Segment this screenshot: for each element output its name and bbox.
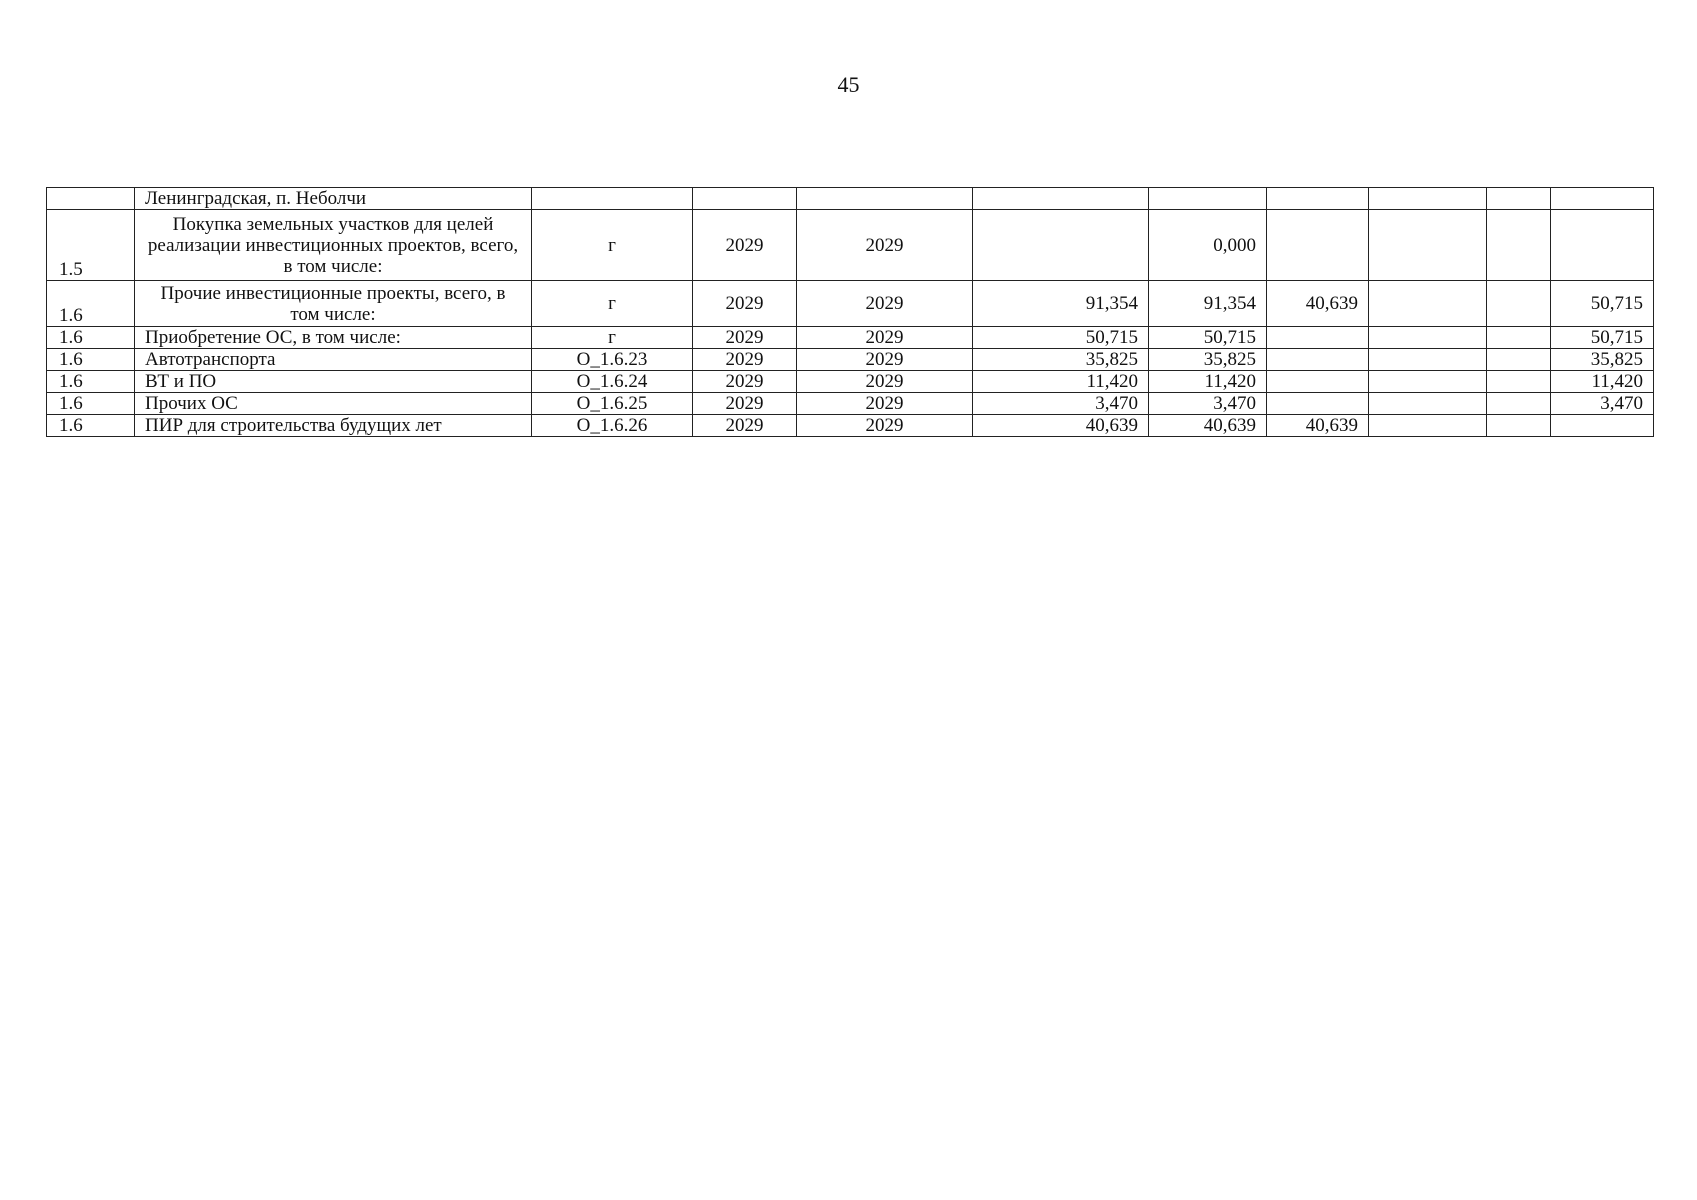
row-year-end-cell: 2029 (797, 393, 973, 415)
row-value-cell (1267, 188, 1369, 210)
row-year-start-cell: 2029 (693, 281, 797, 327)
row-value-cell (1487, 327, 1551, 349)
row-year-start-cell: 2029 (693, 393, 797, 415)
table-row (47, 210, 1654, 281)
row-value-cell: 91,354 (1149, 281, 1267, 327)
table-row (47, 393, 1654, 415)
row-value-cell: 35,825 (1149, 349, 1267, 371)
row-name-cell: ПИР для строительства будущих лет (135, 415, 532, 437)
row-id-cell: г (532, 210, 693, 281)
row-value-cell (1551, 210, 1654, 281)
row-name-cell: Прочих ОС (135, 393, 532, 415)
row-code-cell: 1.6 (47, 349, 135, 371)
row-id-cell: г (532, 327, 693, 349)
row-year-start-cell: 2029 (693, 371, 797, 393)
row-value-cell: 50,715 (973, 327, 1149, 349)
row-code-cell: 1.6 (47, 393, 135, 415)
row-id-cell: г (532, 281, 693, 327)
row-value-cell: 11,420 (973, 371, 1149, 393)
row-year-end-cell: 2029 (797, 371, 973, 393)
row-value-cell: 40,639 (973, 415, 1149, 437)
row-name-cell: Приобретение ОС, в том числе: (135, 327, 532, 349)
row-year-start-cell: 2029 (693, 327, 797, 349)
row-year-start-cell: 2029 (693, 210, 797, 281)
row-value-cell (1487, 188, 1551, 210)
row-year-start-cell: 2029 (693, 349, 797, 371)
row-code-cell: 1.5 (47, 210, 135, 281)
row-value-cell (1267, 371, 1369, 393)
row-year-start-cell: 2029 (693, 415, 797, 437)
row-year-end-cell: 2029 (797, 210, 973, 281)
row-value-cell: 91,354 (973, 281, 1149, 327)
row-value-cell: 3,470 (973, 393, 1149, 415)
row-code-cell: 1.6 (47, 281, 135, 327)
row-value-cell (1551, 415, 1654, 437)
row-code-cell (47, 188, 135, 210)
investment-table (46, 187, 1654, 437)
row-value-cell (1369, 415, 1487, 437)
row-value-cell: 40,639 (1267, 415, 1369, 437)
row-year-end-cell: 2029 (797, 327, 973, 349)
row-id-cell: О_1.6.25 (532, 393, 693, 415)
table-row (47, 415, 1654, 437)
row-value-cell: 3,470 (1149, 393, 1267, 415)
row-value-cell (1267, 327, 1369, 349)
row-name-cell: Покупка земельных участков для целей реализации инвестиционных проектов, всего, в том числе: (135, 210, 532, 281)
row-year-end-cell: 2029 (797, 415, 973, 437)
row-value-cell: 50,715 (1149, 327, 1267, 349)
row-value-cell: 40,639 (1149, 415, 1267, 437)
row-value-cell (1487, 371, 1551, 393)
table-row (47, 327, 1654, 349)
row-code-cell: 1.6 (47, 415, 135, 437)
row-value-cell (973, 188, 1149, 210)
row-name-cell: Автотранспорта (135, 349, 532, 371)
row-value-cell (1487, 210, 1551, 281)
row-value-cell (1487, 281, 1551, 327)
row-year-end-cell: 2029 (797, 281, 973, 327)
row-value-cell (1149, 188, 1267, 210)
row-value-cell: 40,639 (1267, 281, 1369, 327)
row-value-cell (1369, 393, 1487, 415)
row-value-cell (1369, 188, 1487, 210)
row-value-cell (1551, 188, 1654, 210)
row-value-cell (1487, 349, 1551, 371)
row-value-cell (973, 210, 1149, 281)
row-value-cell (1267, 349, 1369, 371)
row-year-end-cell: 2029 (797, 349, 973, 371)
row-year-start-cell (693, 188, 797, 210)
row-value-cell (1369, 371, 1487, 393)
row-name-cell: Прочие инвестиционные проекты, всего, в том числе: (135, 281, 532, 327)
row-value-cell: 0,000 (1149, 210, 1267, 281)
row-name-cell: Ленинградская, п. Неболчи (135, 188, 532, 210)
row-value-cell (1267, 210, 1369, 281)
row-year-end-cell (797, 188, 973, 210)
page-number: 45 (837, 72, 860, 97)
row-value-cell (1267, 393, 1369, 415)
row-id-cell (532, 188, 693, 210)
row-value-cell: 50,715 (1551, 281, 1654, 327)
row-id-cell: О_1.6.24 (532, 371, 693, 393)
row-value-cell (1369, 210, 1487, 281)
row-code-cell: 1.6 (47, 371, 135, 393)
row-name-cell: ВТ и ПО (135, 371, 532, 393)
row-value-cell (1369, 349, 1487, 371)
row-value-cell: 50,715 (1551, 327, 1654, 349)
row-value-cell: 35,825 (1551, 349, 1654, 371)
table-row (47, 281, 1654, 327)
table-row (47, 349, 1654, 371)
row-value-cell (1369, 327, 1487, 349)
row-value-cell: 3,470 (1551, 393, 1654, 415)
row-id-cell: О_1.6.26 (532, 415, 693, 437)
row-code-cell: 1.6 (47, 327, 135, 349)
row-value-cell (1487, 393, 1551, 415)
row-value-cell: 11,420 (1149, 371, 1267, 393)
row-value-cell: 35,825 (973, 349, 1149, 371)
row-value-cell (1487, 415, 1551, 437)
table-row (47, 188, 1654, 210)
table-row (47, 371, 1654, 393)
row-value-cell: 11,420 (1551, 371, 1654, 393)
row-value-cell (1369, 281, 1487, 327)
row-id-cell: О_1.6.23 (532, 349, 693, 371)
